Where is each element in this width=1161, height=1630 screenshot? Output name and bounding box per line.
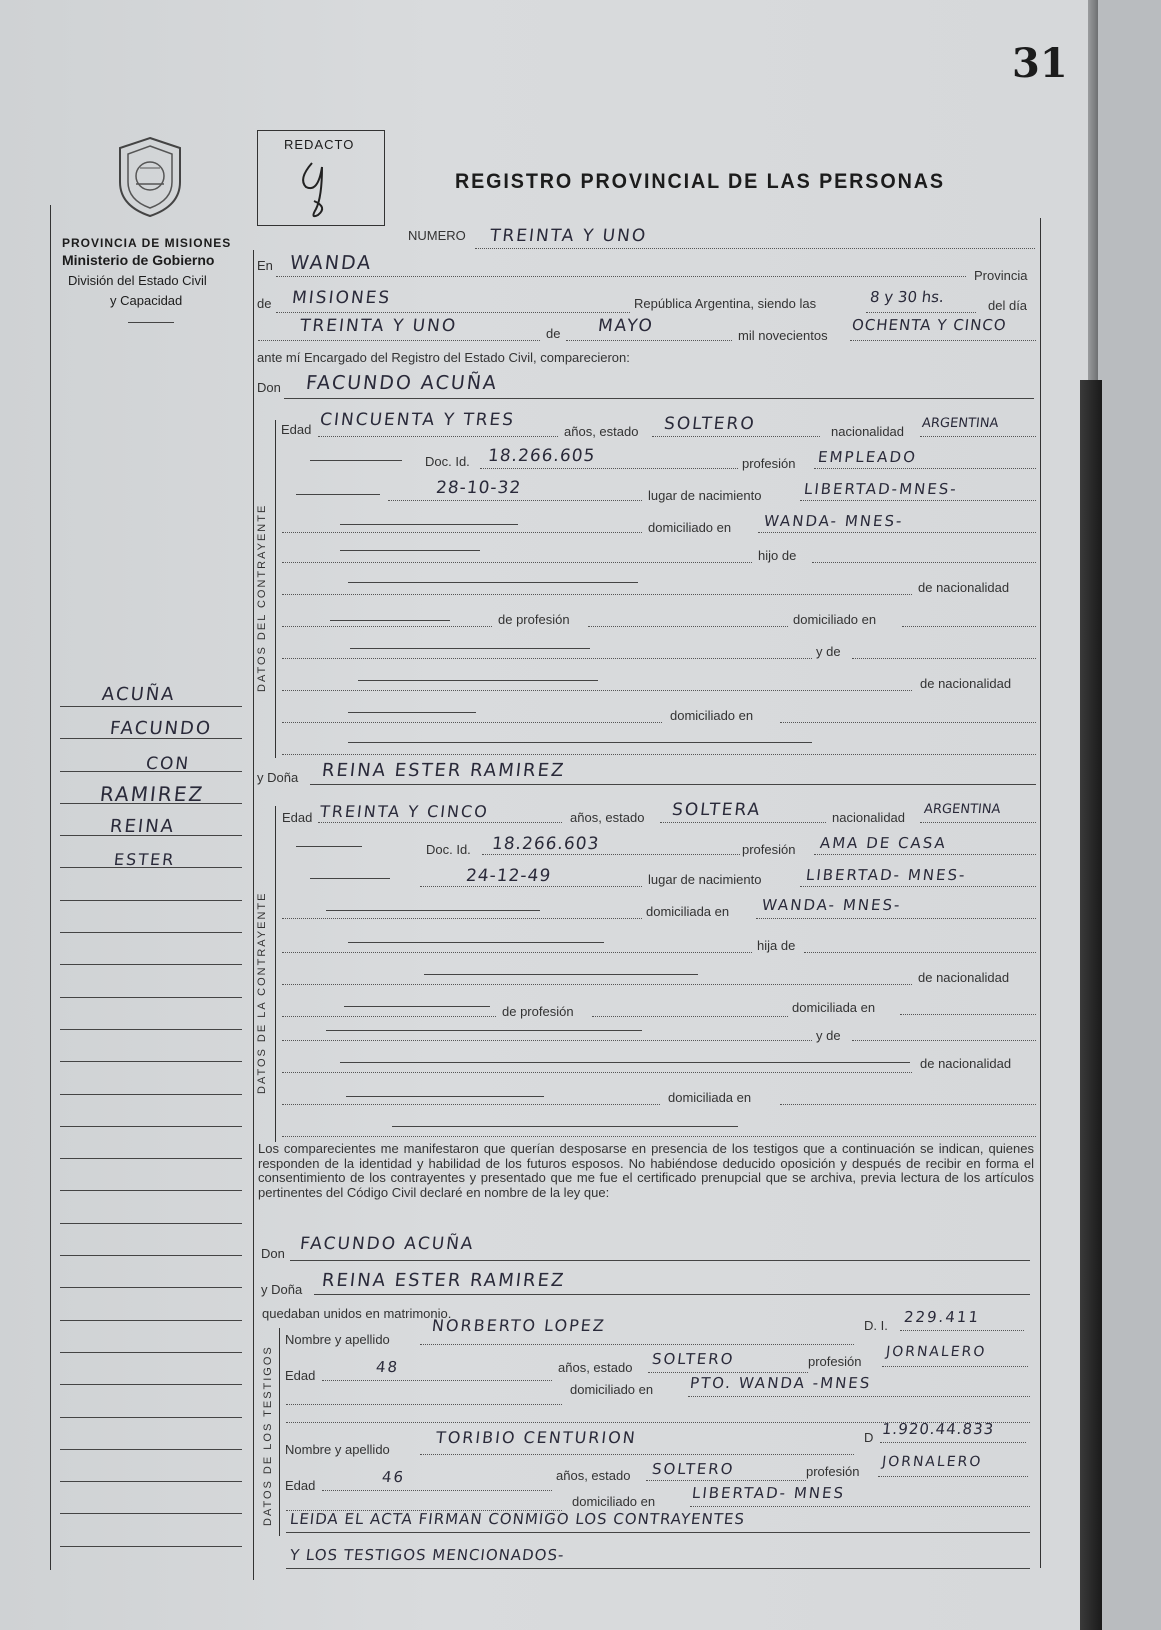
t1-di-line	[900, 1330, 1024, 1331]
t2-profesion-label: profesión	[806, 1464, 860, 1479]
redacto-stamp	[257, 130, 385, 226]
don2-value: FACUNDO ACUÑA	[298, 1234, 476, 1254]
mil-label: mil novecientos	[738, 328, 828, 343]
filler-line	[296, 494, 380, 495]
t1-edad-label: Edad	[285, 1368, 316, 1383]
profesion-label: profesión	[742, 456, 796, 471]
margin-rule-line	[60, 1190, 242, 1191]
left-margin-rule	[50, 205, 51, 1570]
margin-rule-line	[60, 1029, 242, 1030]
margin-rule-line	[60, 1513, 242, 1514]
y-dona-label: y Doña	[257, 770, 299, 785]
margin-rule-line	[60, 1223, 242, 1224]
domiciliado-value: WANDA- MNES-	[763, 512, 905, 530]
filler-line	[310, 460, 402, 461]
dia-value: TREINTA Y UNO	[298, 316, 459, 336]
filler-line	[340, 1062, 910, 1063]
capacity-label: y Capacidad	[110, 293, 183, 308]
t2-nombre-value: TORIBIO CENTURION	[435, 1428, 638, 1447]
nacionalidad-label: nacionalidad	[831, 424, 905, 439]
margin-rule-line	[60, 771, 242, 772]
estado-ella-value: SOLTERA	[670, 800, 763, 820]
don-line	[284, 398, 1034, 399]
numero-value: TREINTA Y UNO	[488, 226, 649, 246]
right-margin-rule	[1040, 218, 1041, 1568]
t1-edad-value: 48	[375, 1358, 401, 1376]
edad-ella-line	[318, 822, 562, 823]
lugar-ella-value: LIBERTAD- MNES-	[805, 866, 968, 884]
t2-profesion-value: JORNALERO	[881, 1454, 984, 1470]
madre-nacionalidad-label: de nacionalidad	[920, 676, 1012, 691]
ella-padre-domiciliada-label: domiciliada en	[792, 1000, 876, 1015]
madre-nac-blank-line	[282, 690, 912, 691]
margin-rule-line	[60, 706, 242, 707]
profesion-line	[814, 468, 1036, 469]
t2-domiciliado-label: domiciliado en	[572, 1494, 656, 1509]
t2-d-label: D	[864, 1430, 874, 1445]
filler-line	[296, 846, 362, 847]
book-spine	[1080, 380, 1102, 1630]
hijo-label: hijo de	[758, 548, 797, 563]
filler-line	[392, 1126, 738, 1127]
filler-line	[330, 620, 450, 621]
don-label: Don	[257, 380, 281, 395]
t1-domiciliado-value: PTO. WANDA -MNES	[689, 1374, 873, 1392]
coat-of-arms-icon	[110, 134, 190, 225]
del-dia-label: del día	[988, 298, 1028, 313]
hijo-line	[812, 562, 1036, 563]
t1-profesion-line	[882, 1366, 1028, 1367]
ella-madre-nac-blank-line	[282, 1072, 912, 1073]
dona-line	[310, 784, 1036, 785]
domiciliado-label: domiciliado en	[648, 520, 732, 535]
t1-di-label: D. I.	[864, 1318, 888, 1333]
t2-edad-label: Edad	[285, 1478, 316, 1493]
t1-estado-line	[648, 1372, 808, 1373]
hora-line	[866, 312, 976, 313]
filler-line	[348, 942, 604, 943]
margin-rule-line	[60, 1352, 242, 1353]
domiciliado-line	[758, 532, 1036, 533]
t1-nombre-line	[420, 1344, 854, 1345]
madre-domiciliado-label: domiciliado en	[670, 708, 754, 723]
contrayente-end-line	[282, 754, 1036, 755]
margin-name-3: CON	[144, 754, 192, 774]
mes-line	[566, 340, 732, 341]
margin-rule-line	[60, 1417, 242, 1418]
t1-estado-value: SOLTERO	[651, 1350, 736, 1368]
margin-rule-line	[60, 738, 242, 739]
edad-ella-value: TREINTA Y CINCO	[319, 802, 490, 821]
don-value: FACUNDO ACUÑA	[304, 372, 500, 394]
margin-name-1: ACUÑA	[100, 684, 177, 705]
nac-blank-line	[282, 594, 912, 595]
t1-nombre-value: NORBERTO LOPEZ	[431, 1316, 607, 1335]
estado-ella-line	[660, 822, 826, 823]
la-contrayente-end-line	[282, 1136, 1036, 1137]
hijo-blank-line	[282, 562, 752, 563]
t2-estado-value: SOLTERO	[651, 1460, 736, 1478]
lugar-value: LIBERTAD-MNES-	[803, 480, 959, 498]
hija-line	[804, 952, 1036, 953]
profesion-ella-value: AMA DE CASA	[819, 834, 948, 852]
t2-edad-line	[322, 1490, 552, 1491]
fecha-ella-line	[420, 886, 642, 887]
republica-label: República Argentina, siendo las	[634, 296, 817, 311]
lugar-line	[800, 500, 1036, 501]
estado-value: SOLTERO	[662, 414, 757, 434]
dona-value: REINA ESTER RAMIREZ	[320, 760, 567, 781]
fecha-value: 28-10-32	[434, 478, 523, 498]
testigos-bracket	[279, 1328, 280, 1536]
ella-madre-domiciliada-label: domiciliada en	[668, 1090, 752, 1105]
t1-domiciliado-label: domiciliado en	[570, 1382, 654, 1397]
closing-line-2: Y LOS TESTIGOS MENCIONADOS-	[289, 1546, 566, 1564]
ministry-label: Ministerio de Gobierno	[62, 252, 215, 268]
anio-line	[850, 340, 1036, 341]
t2-estado-line	[646, 1480, 806, 1481]
margin-rule-line	[60, 1255, 242, 1256]
padre-domiciliado-label: domiciliado en	[793, 612, 877, 627]
contrayente-bracket	[275, 420, 276, 758]
nacionalidad-ella-label: nacionalidad	[832, 810, 906, 825]
filler-line	[350, 648, 590, 649]
margin-rule-line	[60, 932, 242, 933]
margin-name-2: FACUNDO	[108, 718, 214, 739]
margin-rule-line	[60, 900, 242, 901]
t1-di-value: 229.411	[903, 1308, 981, 1326]
t1-profesion-label: profesión	[808, 1354, 862, 1369]
profesion-value: EMPLEADO	[817, 448, 918, 466]
doc-ella-line	[482, 854, 740, 855]
t1-domiciliado-line	[688, 1396, 1030, 1397]
t1-dom-blank-line	[286, 1404, 562, 1405]
de2-label: de	[546, 326, 561, 341]
t1-edad-line	[322, 1380, 552, 1381]
division-label: División del Estado Civil	[68, 273, 207, 288]
margin-rule-line	[60, 1546, 242, 1547]
domiciliada-value: WANDA- MNES-	[761, 896, 903, 914]
ante-label: ante mí Encargado del Registro del Estado Civil, comparecieron:	[257, 350, 630, 365]
domiciliada-label: domiciliada en	[646, 904, 730, 919]
dom-ella-blank-line	[282, 918, 642, 919]
ella-madre-dom-blank-line	[282, 1104, 660, 1105]
lugar-ella-label: lugar de nacimiento	[648, 872, 762, 887]
closing-underline-1	[286, 1532, 1030, 1533]
filler-line	[348, 712, 476, 713]
don2-line	[290, 1260, 1030, 1261]
ella-madre-nacionalidad-label: de nacionalidad	[920, 1056, 1012, 1071]
padre-blank-line	[282, 626, 492, 627]
lugar-label: lugar de nacimiento	[648, 488, 762, 503]
profesion-ella-line	[814, 854, 1036, 855]
filler-line	[424, 974, 698, 975]
margin-rule-line	[60, 867, 242, 868]
t1-nombre-label: Nombre y apellido	[285, 1332, 390, 1347]
margin-rule-line	[60, 1094, 242, 1095]
en-value: WANDA	[288, 252, 374, 274]
de-profesion-label: de profesión	[498, 612, 570, 627]
edad-line	[318, 436, 558, 437]
t2-edad-value: 46	[381, 1468, 407, 1486]
filler-line	[326, 1030, 642, 1031]
filler-line	[348, 742, 812, 743]
filler-line	[340, 550, 480, 551]
madre-line	[852, 658, 1036, 659]
ella-de-profesion-label: de profesión	[502, 1004, 574, 1019]
margin-name-5: REINA	[108, 816, 177, 837]
datos-contrayente-label: DATOS DEL CONTRAYENTE	[256, 503, 268, 692]
doc-ella-label: Doc. Id.	[426, 842, 471, 857]
fecha-line	[388, 500, 642, 501]
filler-line	[348, 582, 638, 583]
fecha-ella-value: 24-12-49	[464, 866, 553, 886]
ella-padre-prof-line	[592, 1016, 788, 1017]
margin-rule-line	[60, 1126, 242, 1127]
margin-rule-line	[60, 1287, 242, 1288]
padre-domicilio-line	[902, 626, 1036, 627]
domiciliada-line	[756, 918, 1036, 919]
filler-line	[358, 680, 598, 681]
margin-rule-line	[60, 1061, 242, 1062]
t2-domiciliado-value: LIBERTAD- MNES	[691, 1484, 846, 1502]
de-line	[276, 312, 630, 313]
t2-domiciliado-line	[690, 1506, 1030, 1507]
en-line	[276, 276, 966, 277]
ella-y-de-blank-line	[282, 1040, 812, 1041]
t2-profesion-line	[878, 1476, 1028, 1477]
quedaban-label: quedaban unidos en matrimonio.	[262, 1306, 452, 1321]
t1-anos-estado-label: años, estado	[558, 1360, 633, 1375]
y-de-label: y de	[816, 644, 841, 659]
nacionalidad-value: ARGENTINA	[921, 416, 1000, 431]
ella-de-nacionalidad-label: de nacionalidad	[918, 970, 1010, 985]
ella-madre-line	[852, 1040, 1036, 1041]
la-contrayente-bracket	[275, 806, 276, 1142]
redacto-label: REDACTO	[284, 137, 355, 152]
doc-line	[480, 468, 738, 469]
anos-estado-label: años, estado	[564, 424, 639, 439]
inner-margin-rule	[253, 250, 254, 1580]
dona2-line	[314, 1294, 1030, 1295]
lugar-ella-line	[800, 886, 1036, 887]
dona2-value: REINA ESTER RAMIREZ	[320, 1270, 567, 1291]
numero-label: NUMERO	[408, 228, 466, 243]
province-label: PROVINCIA DE MISIONES	[62, 236, 232, 250]
header-divider	[128, 322, 174, 323]
anos-estado-ella-label: años, estado	[570, 810, 645, 825]
hora-value: 8 y 30 hs.	[869, 288, 945, 306]
margin-name-6: ESTER	[113, 850, 177, 869]
t2-di-line	[880, 1442, 1026, 1443]
filler-line	[310, 878, 390, 879]
domicilio-blank-line	[282, 532, 642, 533]
t1-profesion-value: JORNALERO	[885, 1344, 988, 1360]
padre-profesion-line	[588, 626, 788, 627]
ella-y-de-label: y de	[816, 1028, 841, 1043]
margin-rule-line	[60, 803, 242, 804]
ella-padre-domicilio-line	[900, 1014, 1036, 1015]
filler-line	[326, 910, 540, 911]
padre-blank-line-2	[282, 658, 812, 659]
document-title: REGISTRO PROVINCIAL DE LAS PERSONAS	[455, 170, 945, 193]
edad-label: Edad	[281, 422, 312, 437]
signature-mark	[288, 157, 348, 227]
declaration-paragraph: Los comparecientes me manifestaron que querían desposarse en presencia de los testigos que a continuación se indican, quienes responden de la identidad y habilidad de los futuros esposos. No habiéndose deducido oposición y después de recibir en forma el consentimiento de los contrayentes y presentado que me fue el certificado prenupcial que se archiva, previa lectura de los artículos pertinentes del Código Civil declaré en nombre de la ley que:	[258, 1141, 1034, 1200]
ella-madre-domicilio-line	[780, 1104, 1036, 1105]
numero-line	[475, 248, 1035, 249]
datos-testigos-label: DATOS DE LOS TESTIGOS	[262, 1345, 274, 1526]
doc-ella-value: 18.266.603	[490, 834, 601, 854]
y-dona2-label: y Doña	[261, 1282, 303, 1297]
de-nacionalidad-label: de nacionalidad	[918, 580, 1010, 595]
closing-underline-2	[286, 1568, 1030, 1569]
margin-rule-line	[60, 997, 242, 998]
edad-ella-label: Edad	[282, 810, 313, 825]
nacionalidad-ella-value: ARGENTINA	[923, 802, 1002, 817]
nacionalidad-line	[920, 436, 1036, 437]
filler-line	[346, 1096, 544, 1097]
closing-line-1: LEIDA EL ACTA FIRMAN CONMIGO LOS CONTRAYENTES	[289, 1510, 746, 1528]
margin-rule-line	[60, 1449, 242, 1450]
filler-line	[340, 524, 518, 525]
hija-blank-line	[282, 952, 752, 953]
margin-rule-line	[60, 835, 242, 836]
t2-di-value: 1.920.44.833	[881, 1420, 996, 1438]
de-label: de	[257, 296, 272, 311]
t2-nombre-label: Nombre y apellido	[285, 1442, 390, 1457]
madre-dom-blank-line	[282, 722, 662, 723]
dia-line	[258, 340, 540, 341]
en-label: En	[257, 258, 273, 273]
margin-rule-line	[60, 1384, 242, 1385]
don2-label: Don	[261, 1246, 285, 1261]
margin-name-4: RAMIREZ	[98, 782, 206, 806]
doc-value: 18.266.605	[486, 446, 597, 466]
profesion-ella-label: profesión	[742, 842, 796, 857]
estado-line	[652, 436, 820, 437]
doc-label: Doc. Id.	[425, 454, 470, 469]
edad-value: CINCUENTA Y TRES	[318, 410, 517, 430]
t2-anos-estado-label: años, estado	[556, 1468, 631, 1483]
de-value: MISIONES	[290, 288, 393, 308]
margin-rule-line	[60, 964, 242, 965]
datos-la-contrayente-label: DATOS DE LA CONTRAYENTE	[256, 891, 268, 1094]
nacionalidad-ella-line	[920, 822, 1036, 823]
filler-line	[344, 1006, 490, 1007]
margin-rule-line	[60, 1481, 242, 1482]
page-number: 31	[1012, 40, 1068, 87]
hija-label: hija de	[757, 938, 796, 953]
madre-domicilio-line	[780, 722, 1036, 723]
provincia-label: Provincia	[974, 268, 1028, 283]
anio-value: OCHENTA Y CINCO	[851, 316, 1008, 334]
ella-nac-blank-line	[282, 984, 912, 985]
ella-padre-blank-line	[282, 1016, 496, 1017]
margin-rule-line	[60, 1158, 242, 1159]
mes-value: MAYO	[596, 316, 655, 336]
margin-rule-line	[60, 1320, 242, 1321]
t2-nombre-line	[420, 1454, 854, 1455]
